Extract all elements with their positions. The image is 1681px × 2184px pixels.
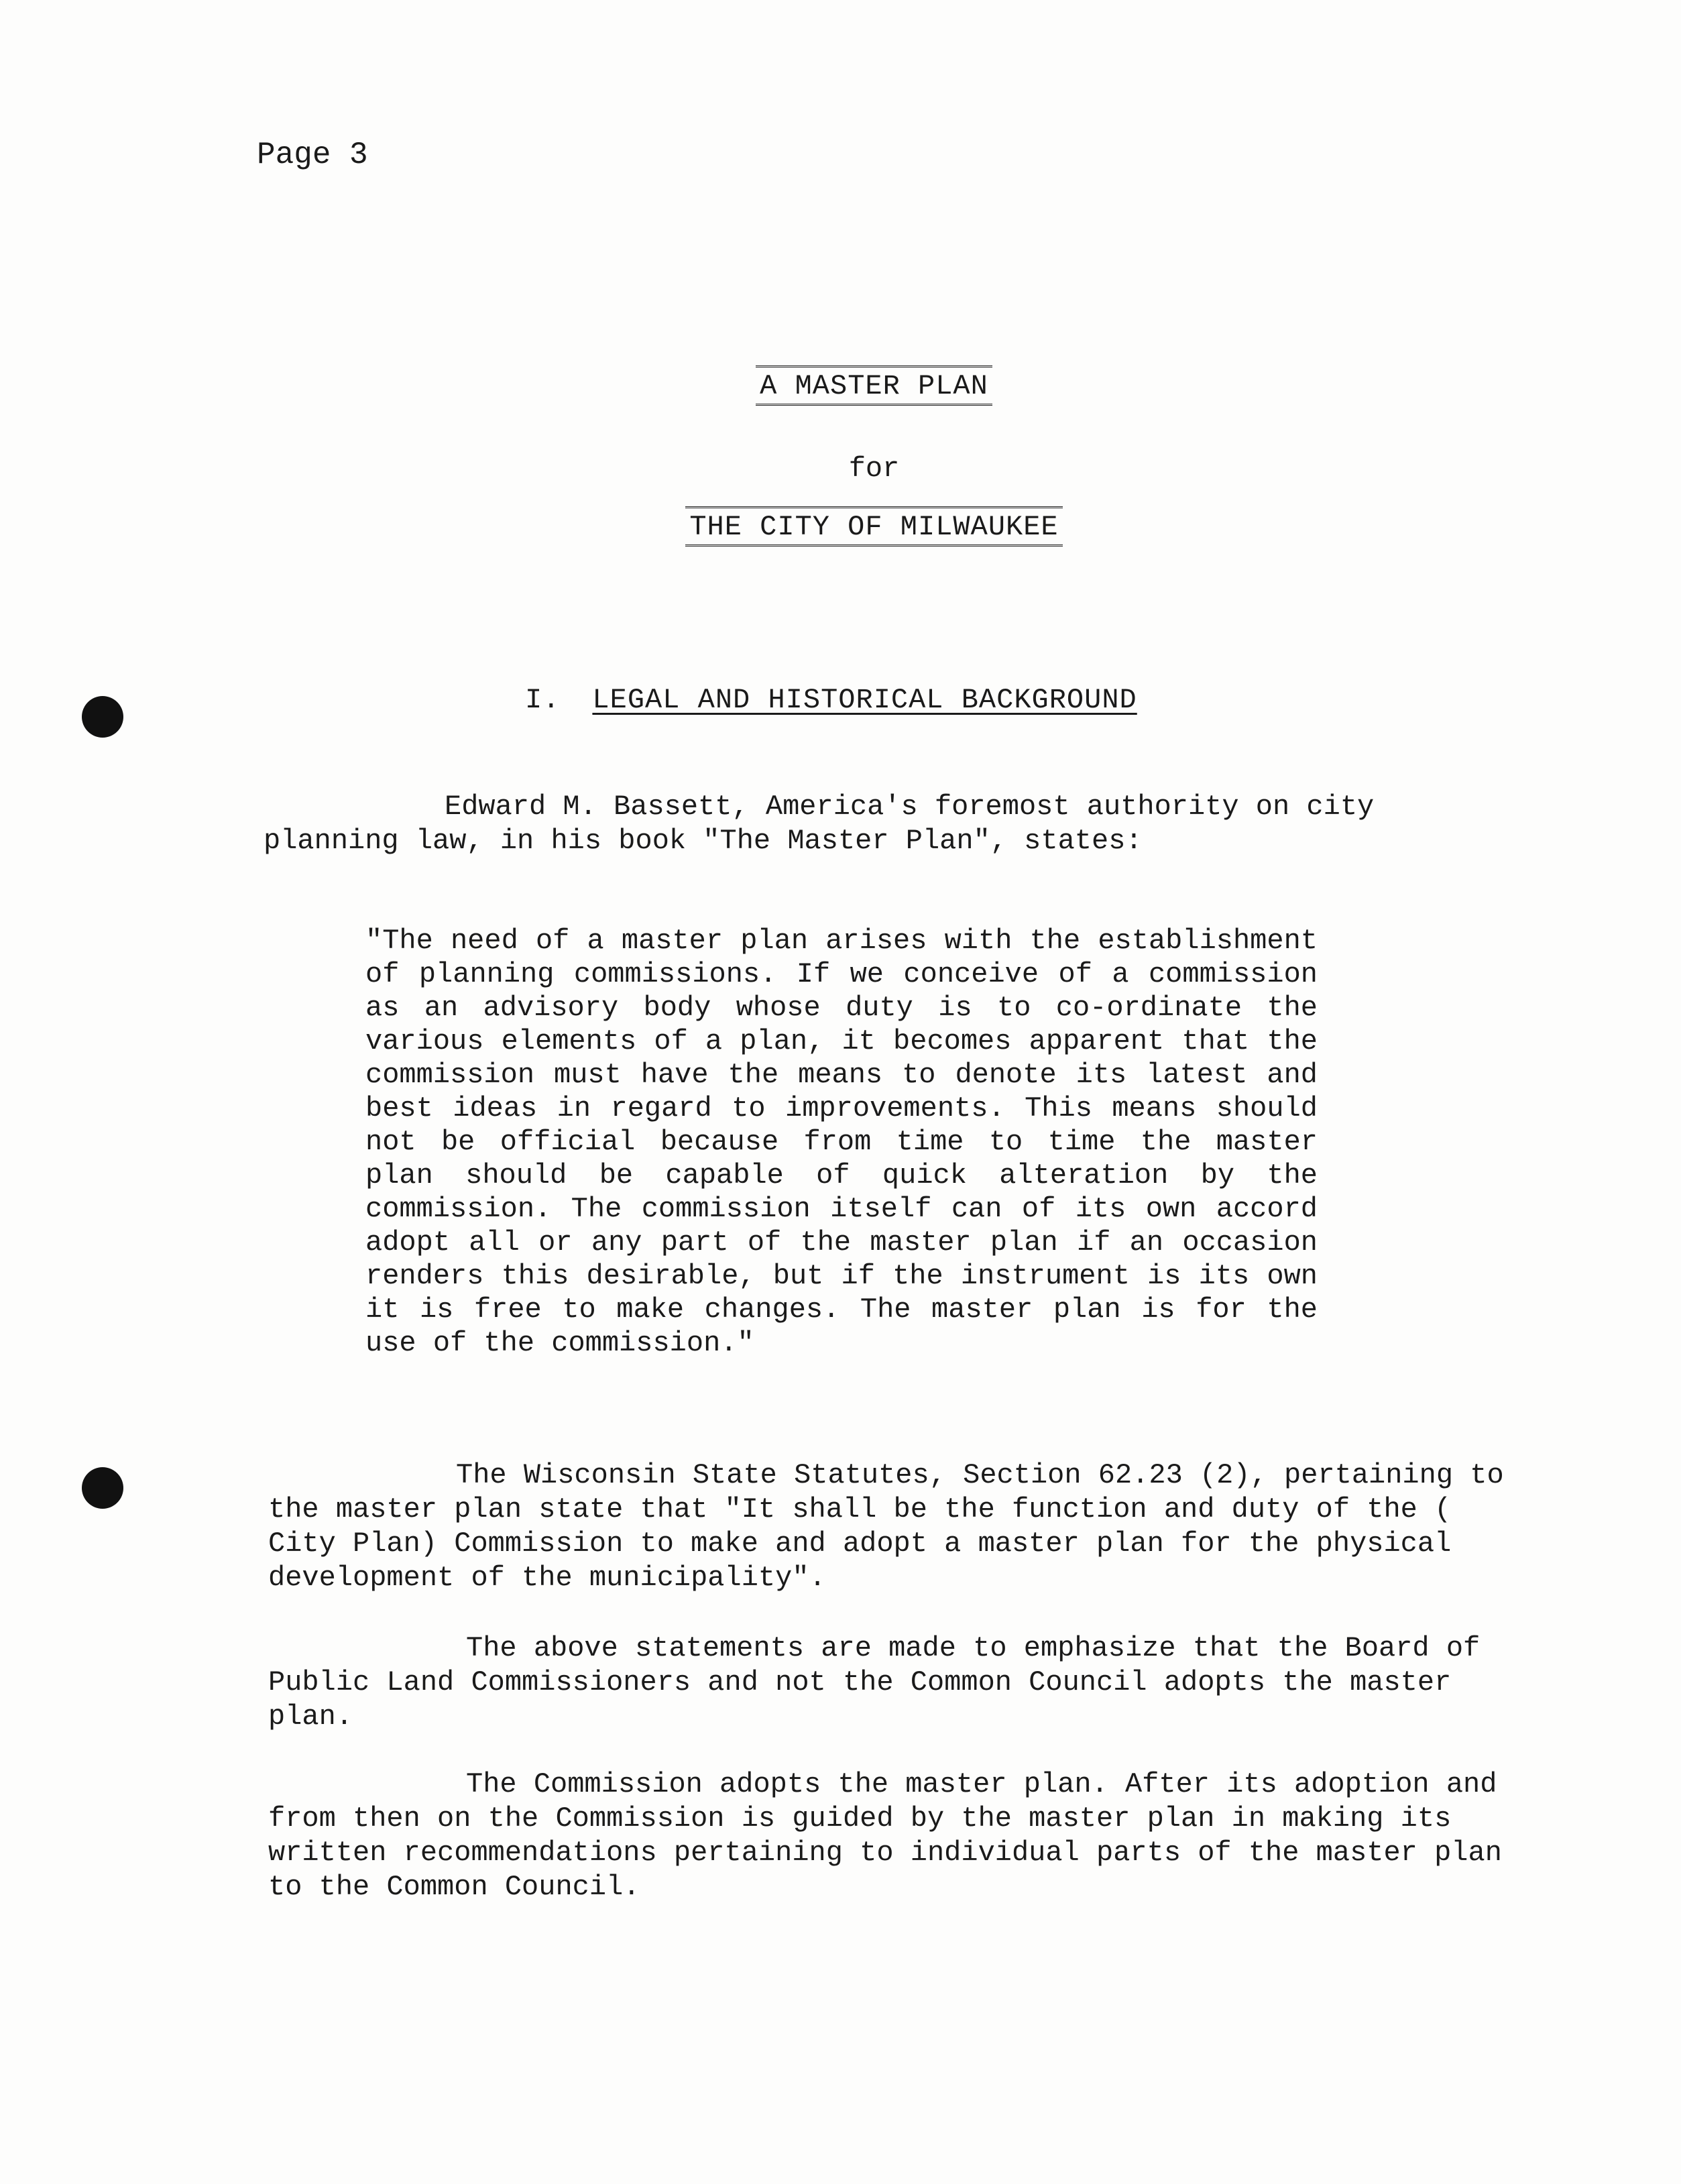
emphasis-paragraph: The above statements are made to emphasize that the Board of Public Land Commissioners and not the Common Council adopts the master plan. — [268, 1632, 1481, 1733]
binder-hole-top — [82, 696, 123, 738]
document-title: A MASTER PLAN — [756, 365, 992, 406]
statutes-paragraph: The Wisconsin State Statutes, Section 62.23 (2), pertaining to the master plan state that "It shall be the function and duty of the ( City Plan) Commission to make and adopt a master plan for the physical development of the municipality". — [268, 1459, 1504, 1594]
section-number: I. — [525, 684, 561, 716]
bassett-quote: "The need of a master plan arises with the establishment of planning commissions. If we conceive of a commission as an advisory body whose duty is to co-ordinate the various elements of a plan, it becomes apparent that the commission must have the means to denote its latest and best ideas in regard to improvements. This means should not be official because from time to time the master plan should be capable of quick alteration by the commission. The commission itself can of its own accord adopt all or any part of the master plan if an occasion renders this desirable, but if the instrument is its own it is free to make changes. The master plan is for the use of the commission." — [365, 925, 1318, 1359]
adoption-paragraph: The Commission adopts the master plan. After its adoption and from then on the Commission is guided by the master plan in making its written recommendations pertaining to individual parts of the master plan to the Common Council. — [268, 1768, 1502, 1903]
section-heading — [525, 684, 1137, 716]
intro-paragraph: Edward M. Bassett, America's foremost authority on city planning law, in his book "The Master Plan", states: — [264, 791, 1375, 857]
title-line-2-block — [0, 506, 1681, 547]
page-number: Page 3 — [257, 137, 368, 172]
binder-hole-bottom — [82, 1467, 123, 1509]
document-subtitle: THE CITY OF MILWAUKEE — [685, 506, 1062, 547]
title-line-1-block — [0, 365, 1681, 406]
title-connector: for — [848, 453, 900, 485]
title-connector-block — [0, 453, 1681, 485]
section-title: LEGAL AND HISTORICAL BACKGROUND — [592, 684, 1137, 716]
